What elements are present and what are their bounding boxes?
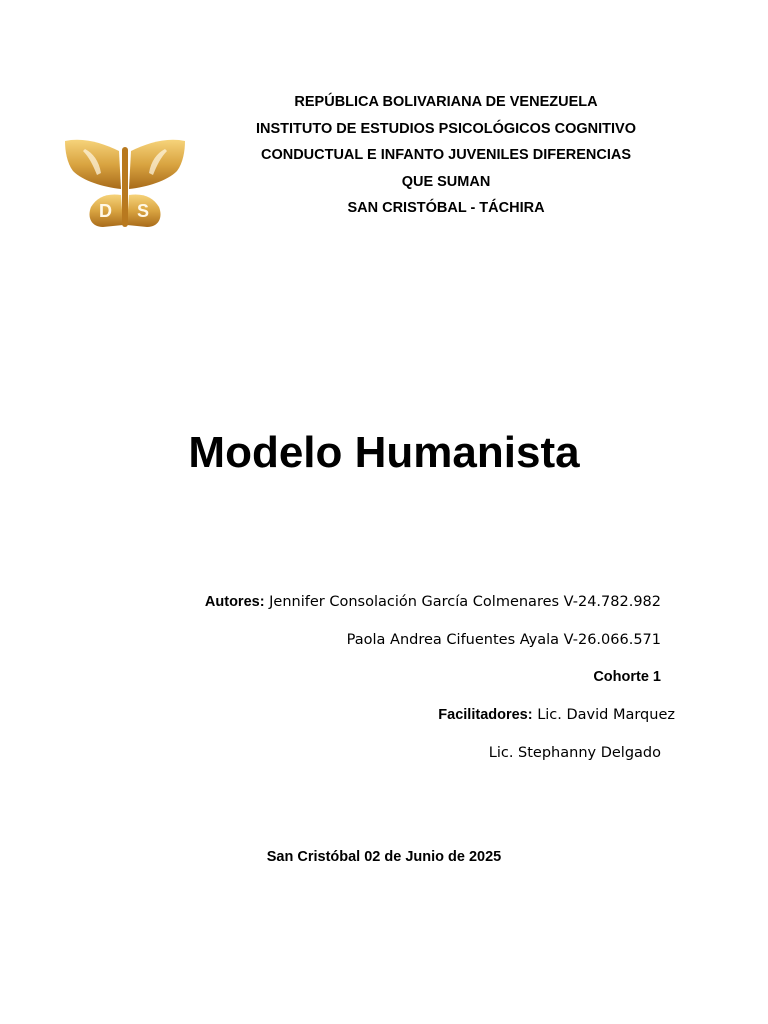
facilitator-2: Lic. Stephanny Delgado: [488, 745, 661, 761]
facilitator-1: Lic. David Marquez: [537, 707, 675, 723]
cohort-label: Cohorte 1: [593, 669, 661, 685]
author-2: Paola Andrea Cifuentes Ayala V-26.066.571: [346, 632, 661, 648]
facilitators-line-1: [438, 707, 675, 723]
header-line-country: REPÚBLICA BOLIVARIANA DE VENEZUELA: [294, 94, 598, 110]
place-date: San Cristóbal 02 de Junio de 2025: [266, 849, 502, 865]
header-line-city: SAN CRISTÓBAL - TÁCHIRA: [347, 200, 545, 217]
authors-label: Autores:: [204, 594, 265, 610]
institution-header: [236, 89, 656, 222]
butterfly-logo: [63, 137, 187, 231]
document-title: Modelo Humanista: [188, 428, 580, 477]
author-1: Jennifer Consolación García Colmenares V-24.782.982: [269, 594, 661, 610]
facilitators-label: Facilitadores:: [438, 707, 533, 723]
logo-letter-s: S: [137, 201, 150, 221]
logo-letter-d: D: [99, 201, 112, 221]
header-line-institute-end: QUE SUMAN: [401, 173, 491, 190]
header-line-institute-cont: CONDUCTUAL E INFANTO JUVENILES DIFERENCIAS: [260, 147, 632, 164]
header-line-institute: INSTITUTO DE ESTUDIOS PSICOLÓGICOS COGNITIVO: [256, 120, 636, 137]
cohort-line: [593, 669, 661, 685]
authors-line-1: [205, 594, 661, 610]
